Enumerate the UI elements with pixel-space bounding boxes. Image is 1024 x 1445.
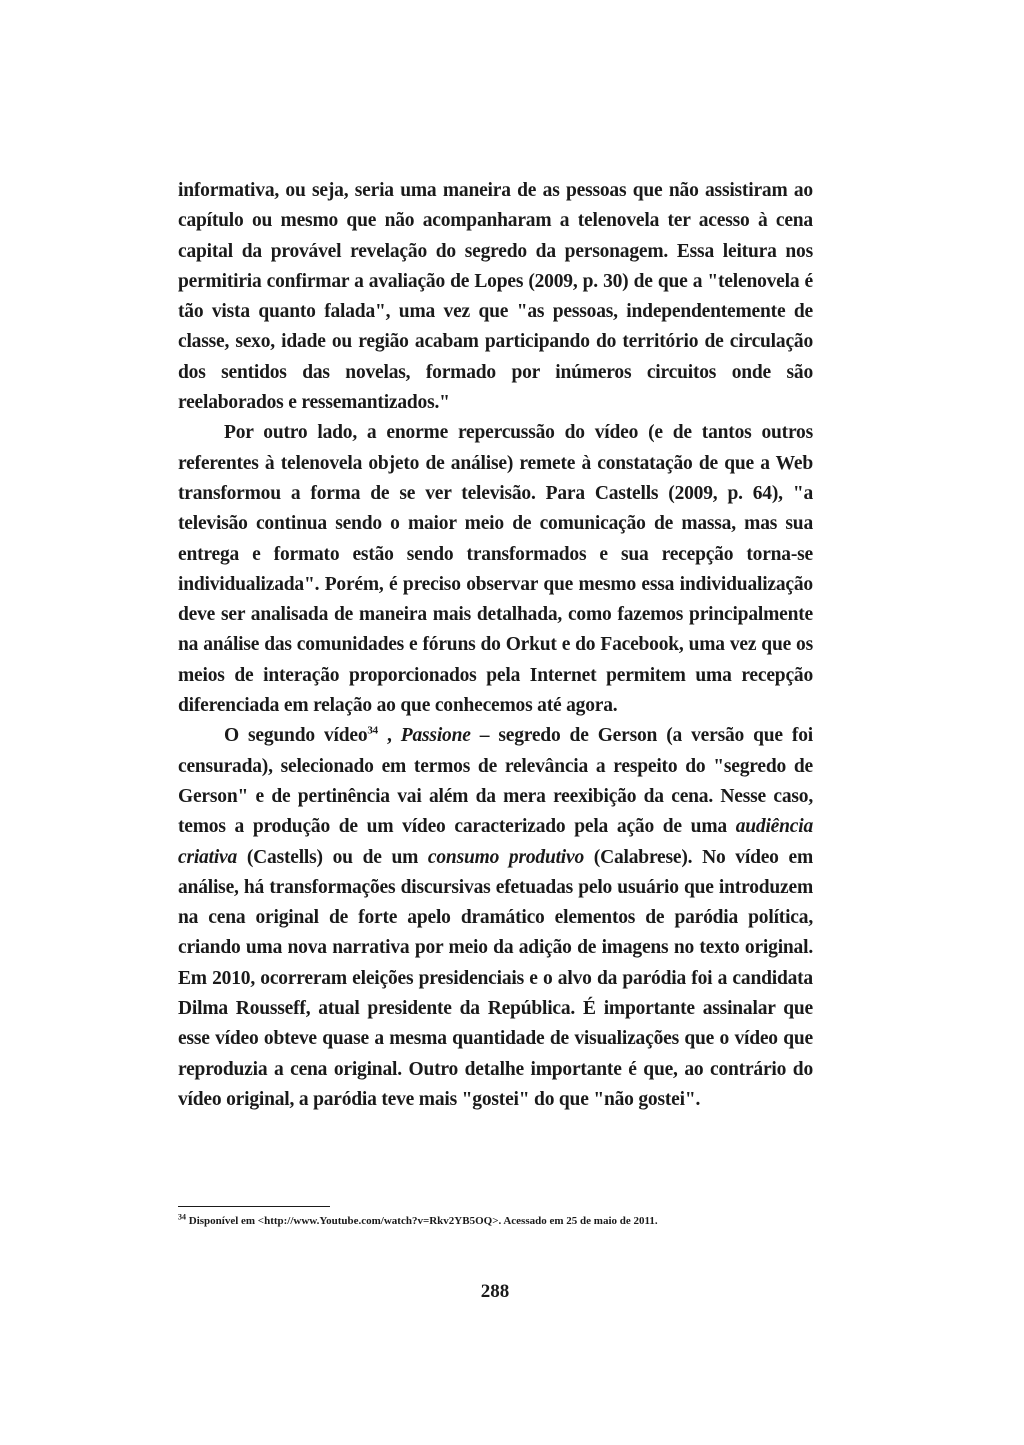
- paragraph-3-text-5: (Calabrese). No vídeo em análise, há transformações discursivas efetuadas pelo usuário que introduzem na cena original de forte apelo dramático elementos de paródia política, criando uma nova narrativa por meio da adição de imagens no texto original. Em 2010, ocorreram eleições presidenciais e o alvo da paródia foi a candidata Dilma Rousseff, atual presidente da República. É importante assinalar que esse vídeo obteve quase a mesma quantidade de visualizações que o vídeo que reproduzia a cena original. Outro detalhe importante é que, ao contrário do vídeo original, a paródia teve mais "gostei" do que "não gostei".: [178, 846, 813, 1110]
- footnote: [178, 1213, 818, 1229]
- paragraph-3-text-2: ,: [377, 725, 401, 747]
- footnote-reference[interactable]: 34: [367, 724, 378, 737]
- page-number: 288: [480, 1281, 510, 1302]
- paragraph-2: Por outro lado, a enorme repercussão do vídeo (e de tantos outros referentes à telenovela objeto de análise) remete à constatação de que a Web transformou a forma de se ver televisão. Para Castells (2009, p. 64), "a televisão continua sendo o maior meio de comunicação de massa, mas sua entrega e formato estão sendo transformados e sua recepção torna-se individualizada". Porém, é preciso observar que mesmo essa individualização deve ser analisada de maneira mais detalhada, como fazemos principalmente na análise das comunidades e fóruns do Orkut e do Facebook, uma vez que os meios de interação proporcionados pela Internet permitem uma recepção diferenciada em relação ao que conhecemos até agora.: [178, 422, 813, 717]
- paragraph-3-text-3: – segredo de Gerson (a versão que foi censurada), selecionado em termos de relevância a respeito do "segredo de Gerson" e de pertinência vai além da mera reexibição da cena. Nesse caso, temos a produção de um vídeo caracterizado pela ação de uma: [178, 725, 813, 838]
- paragraph-3: [178, 721, 813, 1115]
- italic-term-consumo: consumo produtivo: [427, 846, 585, 868]
- page-body: [178, 176, 813, 1115]
- footnote-divider: [178, 1206, 330, 1207]
- footnote-number: 34: [178, 1212, 186, 1222]
- paragraph-3-text-1: O segundo vídeo: [224, 725, 368, 747]
- italic-term-audiencia: audiência criativa: [178, 816, 813, 868]
- paragraph-3-text-4: (Castells) ou de um: [237, 846, 428, 868]
- footnote-text: Disponível em <http://www.Youtube.com/watch?v=Rkv2YB5OQ>. Acessado em 25 de maio de 2011.: [186, 1215, 658, 1227]
- video-title: Passione: [400, 725, 471, 747]
- paragraph-1: informativa, ou seja, seria uma maneira de as pessoas que não assistiram ao capítulo ou mesmo que não acompanharam a telenovela ter acesso à cena capital da provável revelação do segredo da personagem. Essa leitura nos permitiria confirmar a avaliação de Lopes (2009, p. 30) de que a "telenovela é tão vista quanto falada", uma vez que "as pessoas, independentemente de classe, sexo, idade ou região acabam participando do território de circulação dos sentidos das novelas, formado por inúmeros circuitos onde são reelaborados e ressemantizados.": [178, 180, 813, 414]
